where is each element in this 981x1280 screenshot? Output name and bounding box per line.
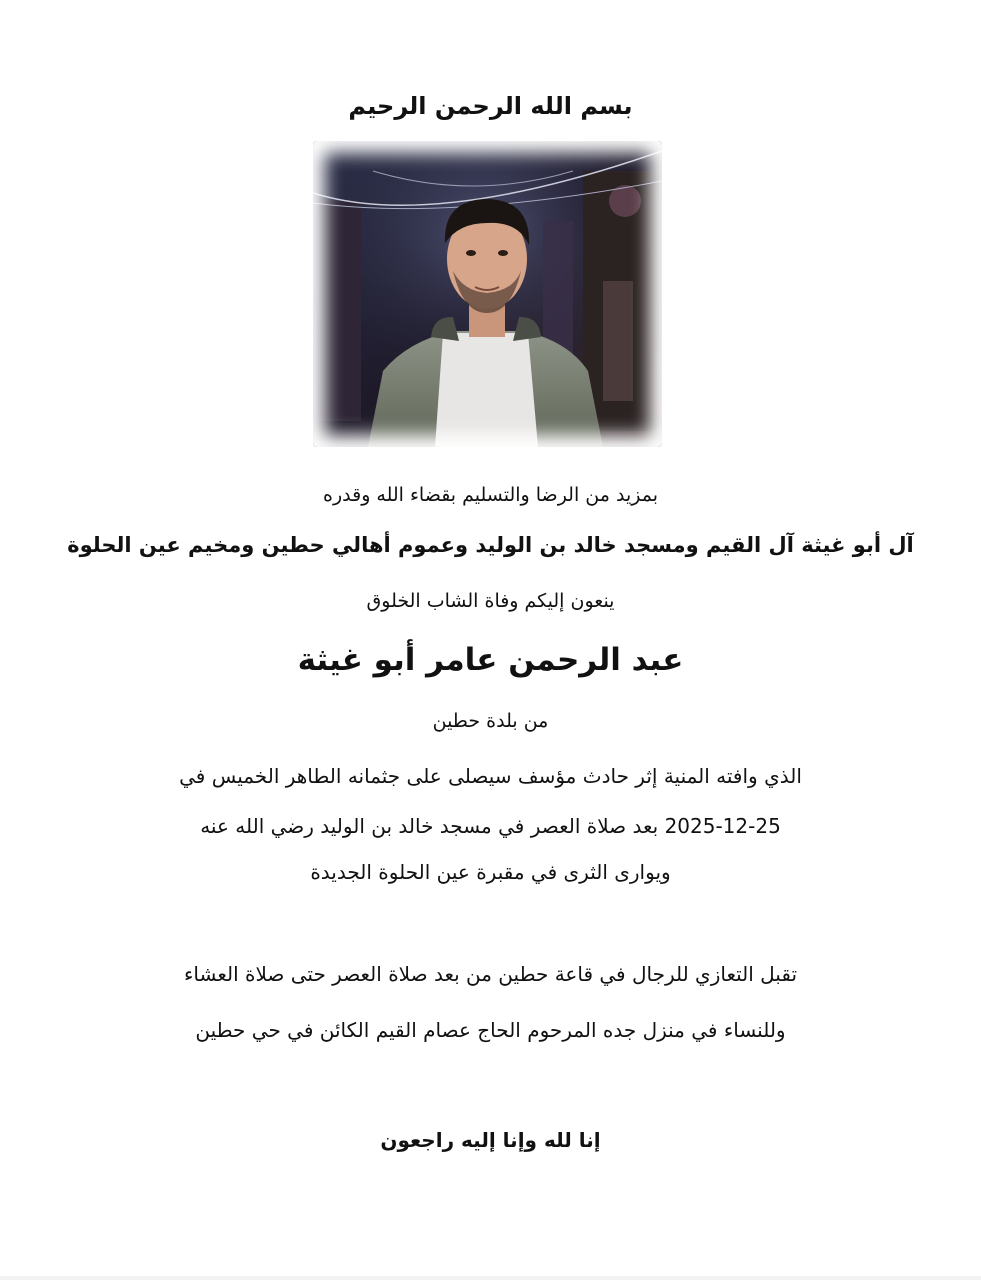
families-text: آل أبو غيثة آل القيم ومسجد خالد بن الوليد وعموم أهالي حطين ومخيم عين الحلوة xyxy=(67,533,914,557)
funeral-details-line-1: الذي وافته المنية إثر حادث مؤسف سيصلى على جثمانه الطاهر الخميس في xyxy=(179,764,802,788)
announcement-text: ينعون إليكم وفاة الشاب الخلوق xyxy=(366,590,615,612)
intro-text: بمزيد من الرضا والتسليم بقضاء الله وقدره xyxy=(323,484,658,506)
basmala-heading: بسم الله الرحمن الرحيم xyxy=(348,92,633,120)
portrait-illustration xyxy=(313,141,662,447)
bottom-divider xyxy=(0,1276,981,1280)
condolences-men: تقبل التعازي للرجال في قاعة حطين من بعد صلاة العصر حتى صلاة العشاء xyxy=(183,962,798,986)
hometown-text: من بلدة حطين xyxy=(432,710,549,732)
deceased-name: عبد الرحمن عامر أبو غيثة xyxy=(297,642,684,678)
funeral-details-line-2: 2025-12-25 بعد صلاة العصر في مسجد خالد بن الوليد رضي الله عنه xyxy=(200,814,781,838)
deceased-photo xyxy=(305,135,670,453)
closing-verse: إنا لله وإنا إليه راجعون xyxy=(380,1128,601,1152)
funeral-details-line-3: ويوارى الثرى في مقبرة عين الحلوة الجديدة xyxy=(310,860,671,884)
condolences-women: وللنساء في منزل جده المرحوم الحاج عصام القيم الكائن في حي حطين xyxy=(195,1018,786,1042)
